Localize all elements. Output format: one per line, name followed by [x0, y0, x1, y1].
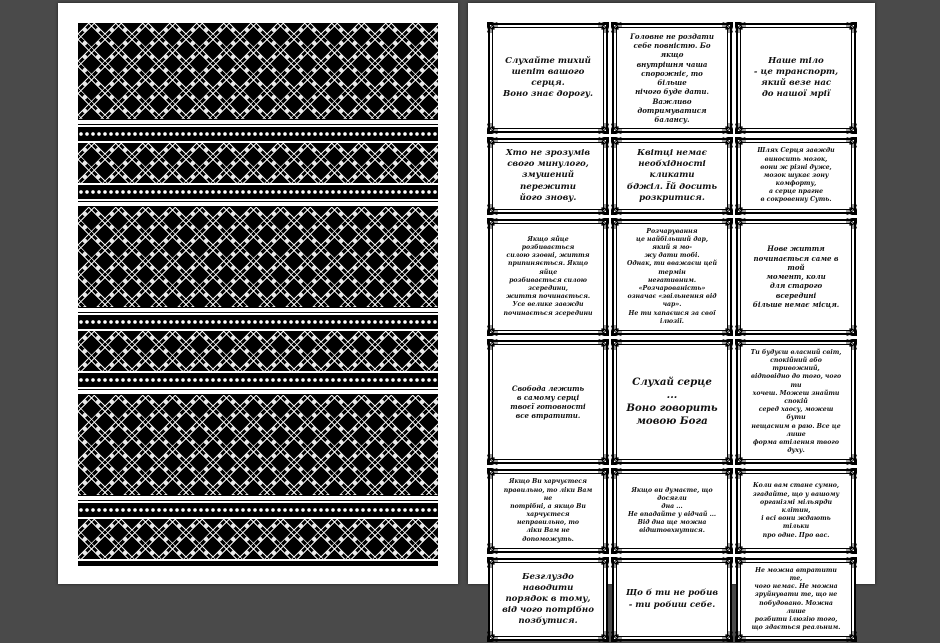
corner-flourish-icon	[718, 21, 734, 37]
quote-card-7	[488, 219, 608, 335]
corner-flourish-icon	[842, 556, 858, 572]
corner-flourish-icon	[486, 321, 502, 337]
corner-flourish-icon	[486, 217, 502, 233]
quote-card-8	[612, 219, 732, 335]
quote-text: Нове життя починається саме в той момент, коли для старого всередині більше немає місця.	[752, 244, 840, 309]
corner-flourish-icon	[734, 21, 750, 37]
corner-flourish-icon	[734, 467, 750, 483]
ornament-stripe	[78, 501, 438, 519]
quote-text: Хто не зрозумів свого минулого, змушений пережити його знову.	[505, 148, 591, 203]
quote-text: Не можна втратити те, чого немає. Не можна зруйнувати те, що не побудовано. Можна лише розбити ілюзію того, що здається реальним.	[751, 566, 841, 632]
corner-flourish-icon	[718, 321, 734, 337]
corner-flourish-icon	[486, 539, 502, 555]
quote-text: Якщо Ви харчуєтеся правильно, то ліки Вам не потрібні, а якщо Ви харчуєтеся неправильно, то ліки Вам не допоможуть.	[503, 478, 593, 543]
quote-text: Квітці немає необхідності кликати бджіл. Їй досить розкритися.	[626, 148, 718, 203]
corner-flourish-icon	[610, 200, 626, 216]
ornament-stripe	[78, 125, 438, 143]
quote-text: Що б ти не робив - ти робиш себе.	[626, 588, 718, 610]
quote-card-15	[736, 469, 856, 553]
ornament-stripe	[78, 559, 438, 566]
corner-flourish-icon	[734, 200, 750, 216]
quote-card-2	[612, 23, 732, 133]
quote-text: Розчарування це найбільший дар, який я мо- жу дати тобі. Однак, ти вважаєш цей термін негативним. «Розчарованість» означає «звільнення від чар». Не ти хапаєшся за свої ілюзії.	[626, 227, 717, 325]
ornament-band	[78, 143, 438, 183]
corner-flourish-icon	[718, 119, 734, 135]
corner-flourish-icon	[734, 556, 750, 572]
corner-flourish-icon	[594, 556, 610, 572]
corner-flourish-icon	[734, 119, 750, 135]
quote-card-14	[612, 469, 732, 553]
quote-card-17	[612, 558, 732, 642]
corner-flourish-icon	[842, 200, 858, 216]
quote-text: Якщо ви думаєте, що досягли дна ... Не впадайте у відчай ... Від дна ще можна відштовхнутися.	[627, 486, 717, 535]
ornament-stripe	[78, 183, 438, 201]
corner-flourish-icon	[718, 450, 734, 466]
corner-flourish-icon	[842, 217, 858, 233]
corner-flourish-icon	[842, 627, 858, 643]
quote-card-18	[736, 558, 856, 642]
corner-flourish-icon	[734, 627, 750, 643]
corner-flourish-icon	[594, 467, 610, 483]
corner-flourish-icon	[734, 539, 750, 555]
quote-card-16	[488, 558, 608, 642]
quote-text: Наше тіло - це транспорт, який везе нас до нашої мрії	[753, 55, 839, 100]
ornament-pattern	[78, 23, 438, 566]
corner-flourish-icon	[486, 21, 502, 37]
corner-flourish-icon	[610, 119, 626, 135]
corner-flourish-icon	[594, 539, 610, 555]
corner-flourish-icon	[610, 627, 626, 643]
corner-flourish-icon	[486, 556, 502, 572]
corner-flourish-icon	[486, 119, 502, 135]
corner-flourish-icon	[842, 119, 858, 135]
quote-card-1	[488, 23, 608, 133]
corner-flourish-icon	[718, 338, 734, 354]
corner-flourish-icon	[594, 136, 610, 152]
corner-flourish-icon	[842, 450, 858, 466]
corner-flourish-icon	[594, 200, 610, 216]
quote-text: Головне не роздати себе повністю. Бо якщо внутрішня чаша спорожніє, то більше нічого буде дати. Важливо дотримуватися балансу.	[630, 32, 714, 125]
quote-text: Слухай серце ... Воно говорить мовою Бога	[626, 375, 718, 428]
corner-flourish-icon	[842, 21, 858, 37]
ornament-band	[78, 331, 438, 371]
corner-flourish-icon	[486, 136, 502, 152]
corner-flourish-icon	[486, 627, 502, 643]
corner-flourish-icon	[594, 217, 610, 233]
quote-card-5	[612, 138, 732, 213]
corner-flourish-icon	[594, 119, 610, 135]
corner-flourish-icon	[610, 338, 626, 354]
ornament-stripe	[78, 371, 438, 389]
quote-card-grid	[488, 23, 856, 632]
corner-flourish-icon	[594, 321, 610, 337]
quote-text: Слухайте тихий шепіт вашого серця. Воно знає дорогу.	[503, 55, 593, 100]
quote-card-9	[736, 219, 856, 335]
quote-card-4	[488, 138, 608, 213]
corner-flourish-icon	[610, 321, 626, 337]
ornament-band	[78, 395, 438, 495]
quote-text: Безглуздо наводити порядок в тому, від чого потрібно позбутися.	[502, 571, 594, 627]
corner-flourish-icon	[610, 217, 626, 233]
corner-flourish-icon	[734, 136, 750, 152]
corner-flourish-icon	[610, 556, 626, 572]
corner-flourish-icon	[718, 217, 734, 233]
quote-text: Шлях Серця завжди виносить мозок, вони ж різні дуже, мозок шукає зону комфорту, а серце прагне в сокровенну Суть.	[757, 147, 835, 204]
corner-flourish-icon	[610, 21, 626, 37]
corner-flourish-icon	[594, 338, 610, 354]
quote-text: Ти будуєш власний світ, спокійний або тривожний, відповідно до того, чого ти хочеш. Можеш знайти спокій серед хаосу, можеш бути нещасним в раю. Все це лише форма втілення твого духу.	[750, 348, 842, 455]
corner-flourish-icon	[610, 450, 626, 466]
ornament-band	[78, 23, 438, 119]
corner-flourish-icon	[842, 136, 858, 152]
corner-flourish-icon	[718, 627, 734, 643]
corner-flourish-icon	[486, 338, 502, 354]
corner-flourish-icon	[718, 556, 734, 572]
corner-flourish-icon	[718, 136, 734, 152]
quote-card-11	[612, 340, 732, 464]
quote-text: Свобода лежить в самому серці твоєї готовності все втратити.	[510, 383, 586, 421]
corner-flourish-icon	[594, 450, 610, 466]
ornament-stripe	[78, 313, 438, 331]
left-page	[58, 3, 458, 584]
corner-flourish-icon	[734, 450, 750, 466]
corner-flourish-icon	[718, 539, 734, 555]
corner-flourish-icon	[610, 467, 626, 483]
corner-flourish-icon	[486, 200, 502, 216]
quote-card-3	[736, 23, 856, 133]
corner-flourish-icon	[842, 338, 858, 354]
corner-flourish-icon	[594, 21, 610, 37]
corner-flourish-icon	[842, 321, 858, 337]
corner-flourish-icon	[486, 467, 502, 483]
quote-text: Якщо яйце розбивається силою ззовні, життя припиняється. Якщо яйце розбивається силою зсередини, життя починається. Усе велике завжди починається зсередини	[503, 235, 593, 317]
corner-flourish-icon	[594, 627, 610, 643]
ornament-band	[78, 519, 438, 559]
quote-card-13	[488, 469, 608, 553]
corner-flourish-icon	[610, 539, 626, 555]
corner-flourish-icon	[610, 136, 626, 152]
right-page	[468, 3, 875, 632]
corner-flourish-icon	[486, 450, 502, 466]
corner-flourish-icon	[718, 467, 734, 483]
corner-flourish-icon	[734, 321, 750, 337]
corner-flourish-icon	[734, 217, 750, 233]
quote-card-6	[736, 138, 856, 213]
ornament-band	[78, 207, 438, 307]
corner-flourish-icon	[718, 200, 734, 216]
corner-flourish-icon	[842, 467, 858, 483]
corner-flourish-icon	[734, 338, 750, 354]
quote-card-10	[488, 340, 608, 464]
quote-card-12	[736, 340, 856, 464]
corner-flourish-icon	[842, 539, 858, 555]
quote-text: Коли вам стане сумно, згадайте, що у вашому організмі мільярди клітин, і всі вони ждають тільки про одне. Про вас.	[752, 482, 840, 539]
